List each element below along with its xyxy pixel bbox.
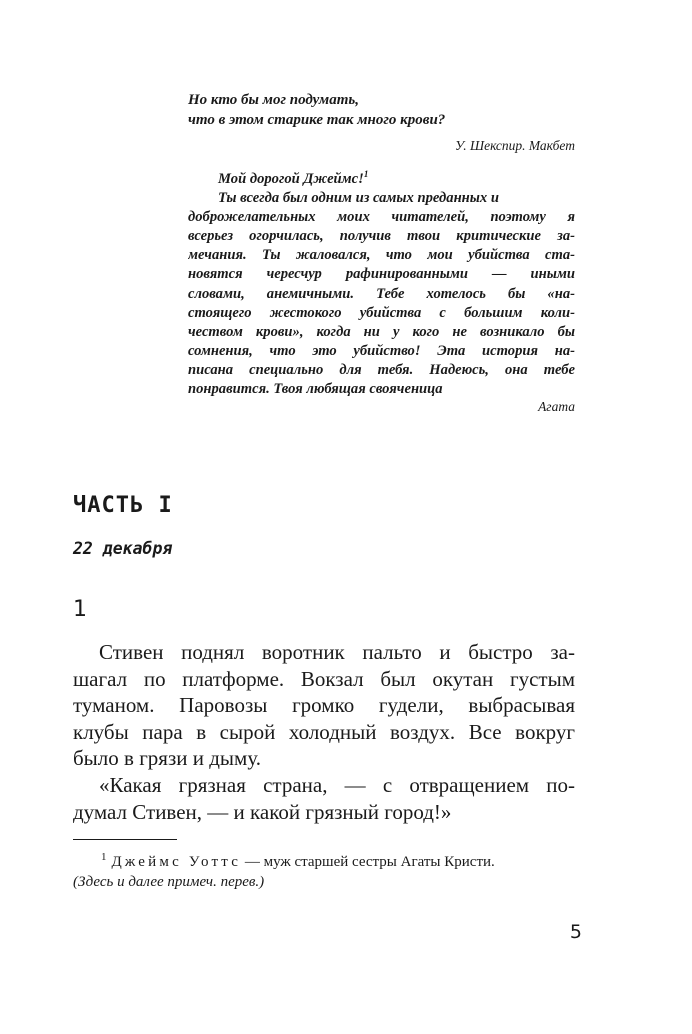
letter-line: понравится. Твоя любящая свояченица: [188, 381, 443, 398]
body-line: туманом. Паровозы громко гудели, выбрасывая: [73, 693, 575, 718]
letter-line: всерьез огорчилась, получив твои критические за-: [188, 228, 575, 245]
letter-line: словами, анемичными. Тебе хотелось бы «на-: [188, 285, 575, 302]
body-text: [73, 639, 575, 825]
date-title: 22 декабря: [73, 539, 173, 558]
footnote-divider: [73, 839, 177, 840]
letter-greeting-text: Мой дорогой Джеймс!: [218, 171, 364, 187]
body-line: было в грязи и дыму.: [73, 746, 261, 771]
body-line: думал Стивен, — и какой грязный город!»: [73, 799, 452, 824]
letter-line: мечания. Ты жаловался, что мои убийства ста-: [188, 247, 575, 264]
epigraph-line: что в этом старике так много крови?: [188, 111, 446, 128]
letter-line: Ты всегда был одним из самых преданных и: [218, 190, 499, 207]
page-number: 5: [569, 921, 582, 943]
part-title: ЧАСТЬ I: [73, 493, 173, 518]
footnote: [73, 852, 575, 892]
letter-line: писана специально для тебя. Надеюсь, она тебе: [188, 361, 575, 378]
chapter-number: 1: [73, 597, 87, 622]
letter-signature: Агата: [538, 399, 575, 414]
letter-line: новятся чересчур рафинированными — иными: [188, 266, 575, 283]
footnote-mark: 1: [101, 851, 107, 863]
body-line: шагал по платформе. Вокзал был окутан густым: [73, 666, 575, 691]
epigraph-quote: [188, 91, 575, 130]
body-line: Стивен поднял воротник пальто и быстро за-: [99, 640, 575, 664]
footnote-line: [73, 852, 575, 872]
dedication-letter: [188, 170, 575, 399]
footnote-note: (Здесь и далее примеч. перев.): [73, 874, 265, 890]
body-line: клубы пара в сырой холодный воздух. Все вокруг: [73, 719, 575, 744]
epigraph-attribution: У. Шекспир. Макбет: [455, 138, 575, 153]
body-line: «Какая грязная страна, — с отвращением по-: [99, 772, 575, 797]
footnote-reference: 1: [363, 170, 369, 180]
letter-line: сомнения, что это убийство! Эта история на-: [188, 342, 575, 359]
footnote-name: Джеймс Уоттс: [111, 854, 242, 870]
footnote-text: — муж старшей сестры Агаты Кристи.: [241, 854, 495, 870]
letter-line: доброжелательных моих читателей, поэтому я: [188, 209, 575, 226]
letter-line: чеством крови», когда ни у кого не возникало бы: [188, 323, 575, 340]
epigraph-line: Но кто бы мог подумать,: [188, 92, 359, 108]
letter-line: стоящего жестокого убийства с большим коли-: [188, 304, 575, 321]
letter-greeting: [188, 170, 575, 189]
